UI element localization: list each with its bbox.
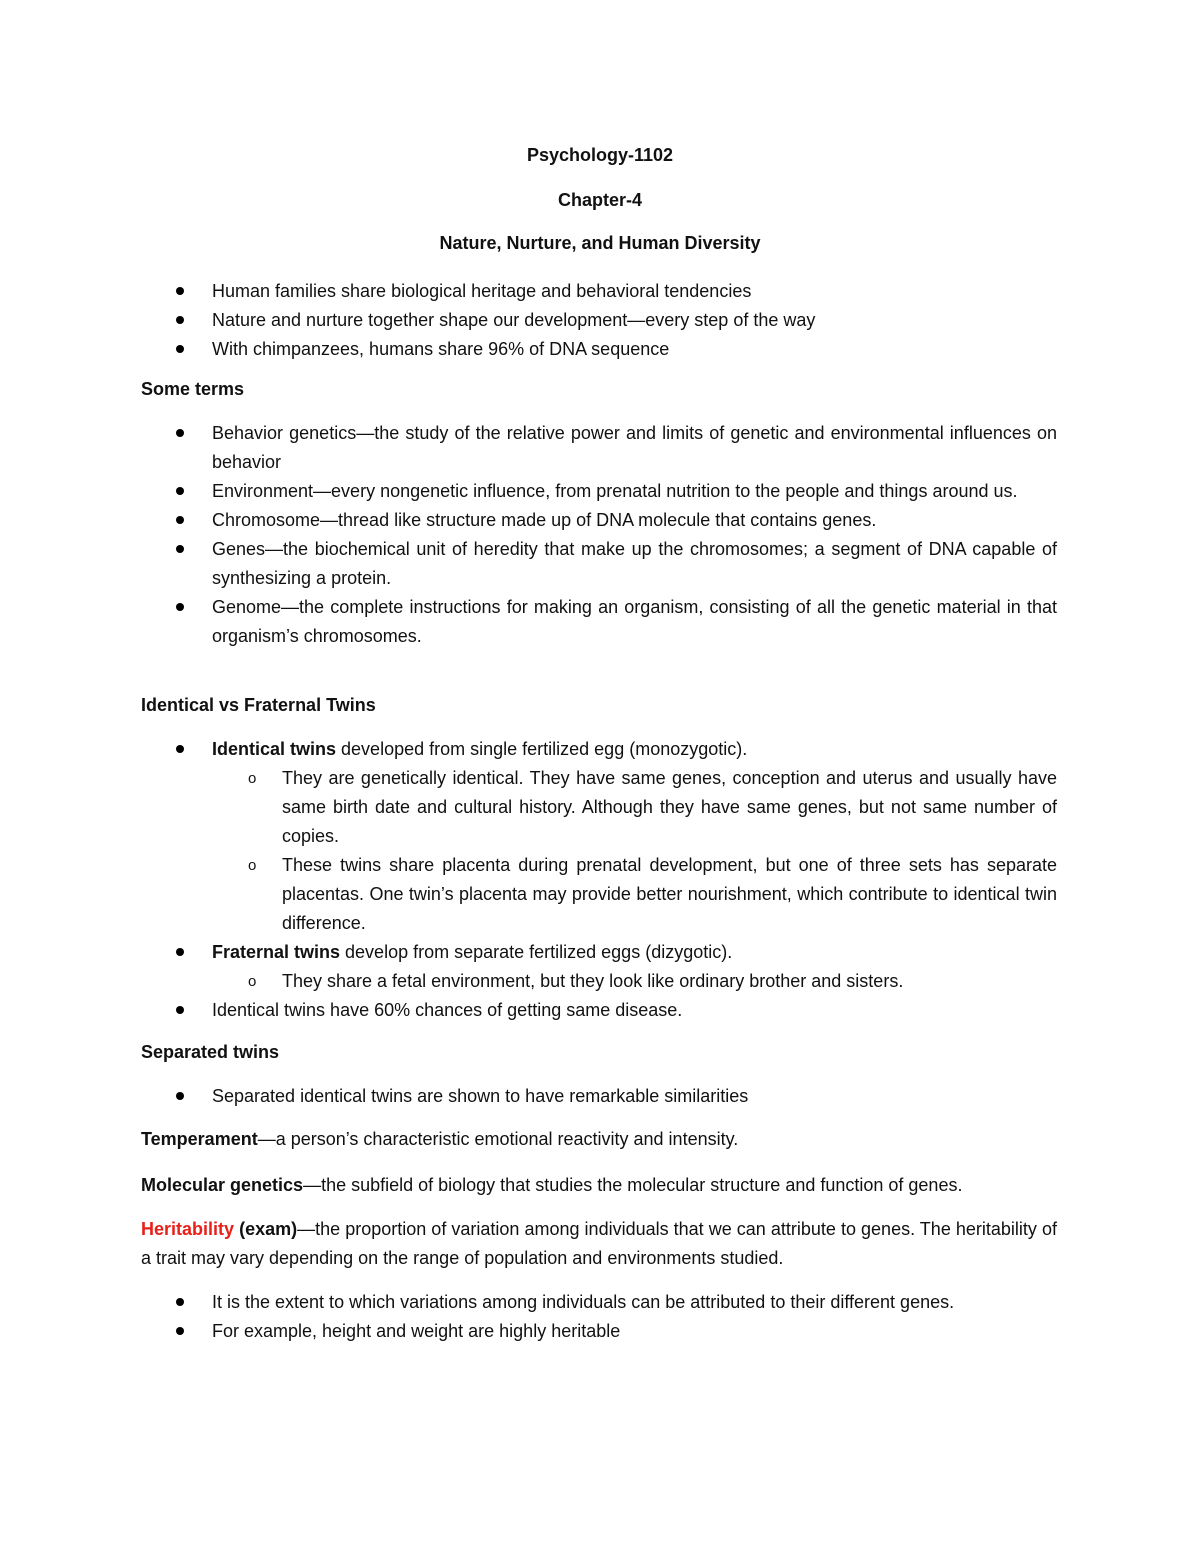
term-fraternal-twins: Fraternal twins (212, 942, 341, 962)
heritability-text: —the proportion of variation among individuals that we can attribute to genes. The heritability of a trait may vary depending on the range of population and environments studied. (141, 1219, 1057, 1268)
intro-list (0, 277, 1057, 364)
section-heading-terms: Some terms (141, 379, 245, 399)
list-item: Environment—every nongenetic influence, from prenatal nutrition to the people and things around us. (0, 477, 1057, 506)
list-item: Separated identical twins are shown to have remarkable similarities (0, 1082, 1057, 1111)
list-item: Behavior genetics—the study of the relative power and limits of genetic and environmental influences on behavior (0, 419, 1057, 477)
section-heading-separated: Separated twins (141, 1042, 280, 1062)
terms-list (0, 419, 1057, 651)
exam-tag: (exam) (239, 1219, 298, 1239)
list-item: Human families share biological heritage and behavioral tendencies (0, 277, 1057, 306)
list-item: Genes—the biochemical unit of heredity that make up the chromosomes; a segment of DNA capable of synthesizing a protein. (0, 535, 1057, 593)
term-temperament: Temperament (141, 1129, 258, 1149)
list-item (0, 938, 1057, 996)
list-item: Chromosome—thread like structure made up of DNA molecule that contains genes. (0, 506, 1057, 535)
fraternal-sublist (212, 967, 1057, 996)
sub-list-item: o They are genetically identical. They have same genes, conception and uterus and usually have same birth date and cultural history. Although they have same genes, but not same number of copies. (212, 764, 1057, 851)
sub-list-item: o They share a fetal environment, but they look like ordinary brother and sisters. (212, 967, 1057, 996)
molecular-genetics-definition (141, 1171, 1057, 1200)
list-item: Identical twins have 60% chances of getting same disease. (0, 996, 1057, 1025)
list-item: For example, height and weight are highly heritable (0, 1317, 1057, 1346)
term-heritability: Heritability (141, 1219, 235, 1239)
list-item: It is the extent to which variations among individuals can be attributed to their different genes. (0, 1288, 1057, 1317)
course-title: Psychology-1102 (526, 145, 674, 165)
temperament-definition (141, 1125, 1057, 1154)
list-item (0, 735, 1057, 938)
identical-sublist (212, 764, 1057, 938)
section-heading-twins: Identical vs Fraternal Twins (141, 695, 376, 715)
fraternal-twins-text: develop from separate fertilized eggs (dizygotic). (340, 942, 733, 962)
term-molecular-genetics: Molecular genetics (141, 1175, 304, 1195)
list-item: Genome—the complete instructions for making an organism, consisting of all the genetic material in that organism’s chromosomes. (0, 593, 1057, 651)
heritability-definition (141, 1215, 1057, 1273)
identical-twins-text: developed from single fertilized egg (monozygotic). (336, 739, 748, 759)
heritability-list (0, 1288, 1057, 1346)
sub-list-item: o These twins share placenta during prenatal development, but one of three sets has separate placentas. One twin’s placenta may provide better nourishment, which contribute to identical twin difference. (212, 851, 1057, 938)
molecular-genetics-text: —the subfield of biology that studies the molecular structure and function of genes. (303, 1175, 963, 1195)
list-item: With chimpanzees, humans share 96% of DNA sequence (0, 335, 1057, 364)
twins-list (0, 735, 1057, 1025)
list-item: Nature and nurture together shape our development—every step of the way (0, 306, 1057, 335)
separated-list (0, 1082, 1057, 1111)
page-title: Nature, Nurture, and Human Diversity (439, 233, 761, 253)
temperament-text: —a person’s characteristic emotional reactivity and intensity. (257, 1129, 739, 1149)
term-identical-twins: Identical twins (212, 739, 337, 759)
chapter-label: Chapter-4 (557, 190, 642, 210)
